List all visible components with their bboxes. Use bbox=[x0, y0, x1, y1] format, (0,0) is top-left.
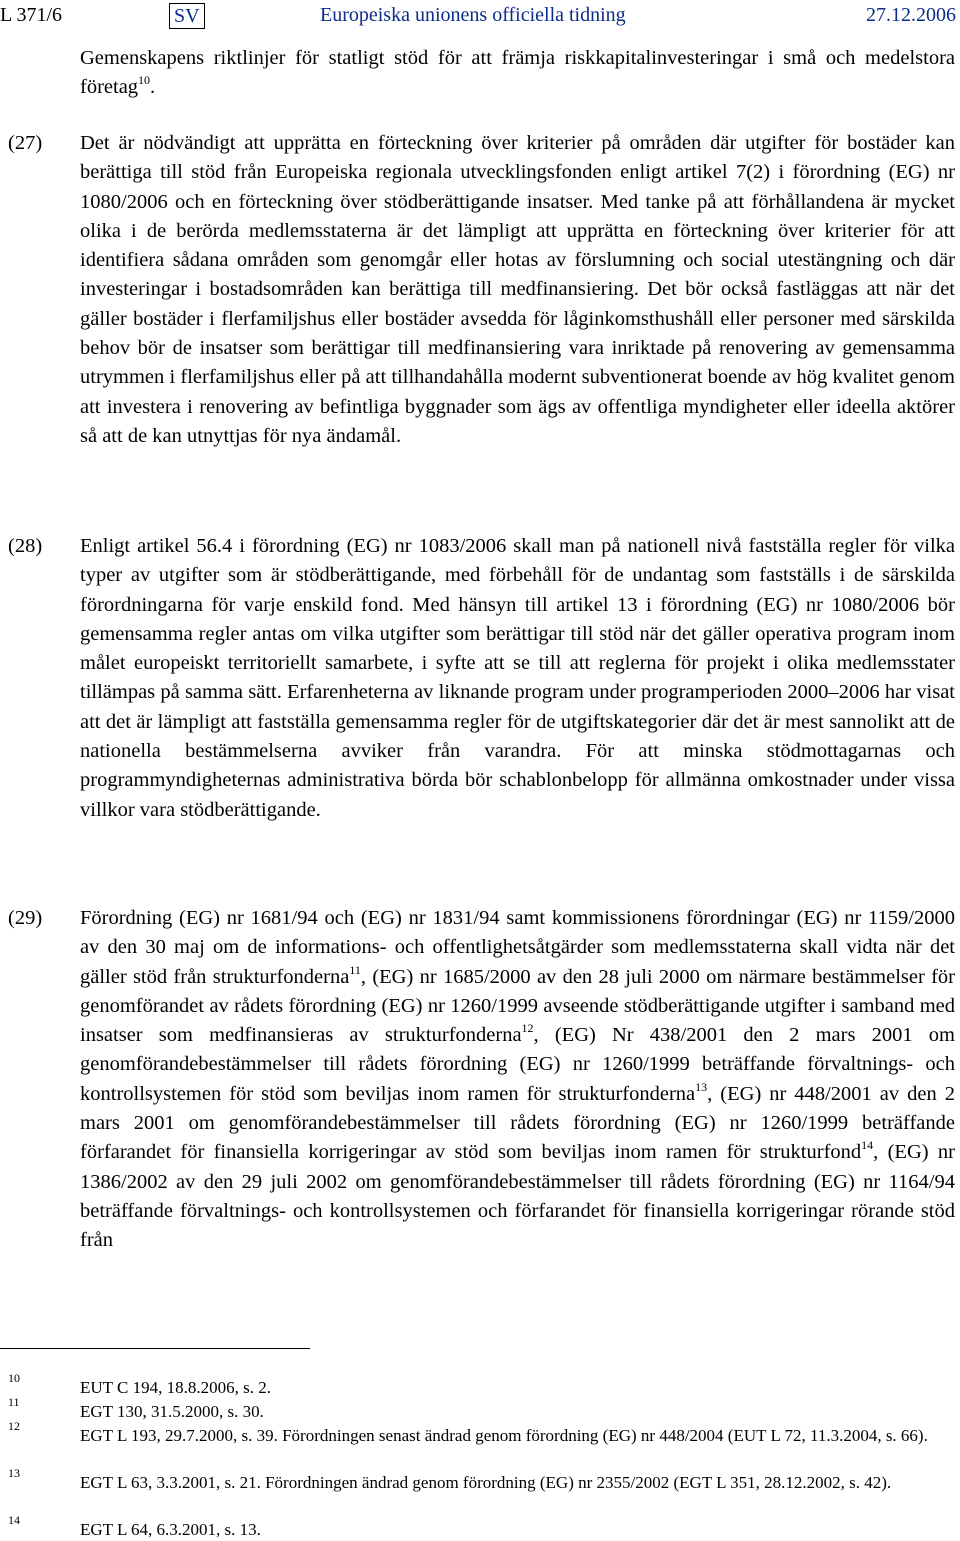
footnote bbox=[0, 1513, 955, 1540]
footnote-number: 10 bbox=[8, 1371, 20, 1385]
footnote-ref-13: 13 bbox=[695, 1079, 708, 1094]
footnote-number: 14 bbox=[8, 1513, 20, 1527]
footnote-text: EGT 130, 31.5.2000, s. 30. bbox=[80, 1402, 264, 1421]
paragraph-29-text: , (EG) nr 448/2001 av den 2 mars 2001 om genomförandebestämmelser till rådets förordning (EG) nr 1260/1999 beträffande förfarandet för finansiella korrigeringar av stöd som beviljas inom ramen för strukturfond bbox=[80, 1082, 956, 1164]
intro-tail: . bbox=[150, 76, 156, 99]
footnote-ref-12: 12 bbox=[521, 1021, 534, 1036]
footnote-text: EGT L 193, 29.7.2000, s. 39. Förordningen senast ändrad genom förordning (EG) nr 448/2004 (EUT L 72, 11.3.2004, s. 66). bbox=[80, 1426, 928, 1445]
intro-paragraph bbox=[80, 44, 955, 103]
paragraph-29 bbox=[80, 904, 955, 1256]
footnote-text: EGT L 64, 6.3.2001, s. 13. bbox=[80, 1520, 261, 1539]
paragraph-29-text: Förordning (EG) nr 1681/94 och (EG) nr 1831/94 samt kommissionens förordningar (EG) nr 1159/2000 av den 30 maj om de informations- och offentlighetsåtgärder som medlemsstaterna skall vidta när det gäller stöd från strukturfonderna bbox=[80, 907, 955, 988]
paragraph-28: Enligt artikel 56.4 i förordning (EG) nr 1083/2006 skall man på nationell nivå fastställa regler för vilka typer av utgifter som är stödberättigande, med förbehåll för de undantag som fastställs i de särskilda förordningarna för varje enskild fond. Med hänsyn till artikel 13 i förordning (EG) nr 1080/2006 bör gemensamma regler antas om vilka utgifter som berättigar till stöd när det gäller operativa program inom målet europeiskt territoriellt samarbete, i syfte att se till att reglerna för projekt i olika medlemsstater tillämpas på samma sätt. Erfarenheterna av liknande program under programperioden 2000–2006 har visat att det är lämpligt att fastställa gemensamma regler för de utgiftskategorier där det är mest sannolikt att de nationella bestämmelserna avviker från varandra. För att minska stödmottagarnas och programmyndigheternas administrativa börda bör schablonbelopp för allmänna omkostnader under vissa villkor vara stödberättigande. bbox=[80, 535, 955, 821]
language-code: SV bbox=[169, 3, 205, 29]
paragraph-number-27: (27) bbox=[8, 132, 43, 154]
paragraph-27: Det är nödvändigt att upprätta en förteckning över kriterier på områden där utgifter för bostäder kan berättiga till stöd från Europeiska regionala utvecklingsfonden enligt artikel 7(2) i förordning (EG) nr 1080/2006 och en förteckning över stödberättigande insatser. Med tanke på att förhållandena är mycket olika i de berörda medlemsstaterna är det lämpligt att upprätta en förteckning över kriterier för att identifiera sådana områden som genomgår eller hotas av förslumning och social utestängning och där investeringar i bostadsområden kan berättiga till medfinansiering. Det bör också fastläggas att när det gäller bostäder i flerfamiljshus eller bostäder avsedda för låginkomsthushåll eller personer med särskilda behov bör de insatser som berättigar till medfinansiering vara inriktade på renovering av gemensamma utrymmen i flerfamiljshus eller på att tillhandahålla modernt subventionerat boende av hög kvalitet genom att investera i renovering av befintliga byggnader som ägs av offentliga myndigheter eller ideella aktörer så att de kan utnyttjas för nya ändamål. bbox=[80, 132, 955, 447]
journal-reference: L 371/6 bbox=[0, 4, 63, 26]
footnote-divider bbox=[0, 1348, 310, 1349]
publication-date: 27.12.2006 bbox=[866, 4, 956, 26]
footnote-ref-10: 10 bbox=[138, 73, 151, 88]
footnote-number: 13 bbox=[8, 1466, 20, 1480]
paragraph-29-text: , (EG) nr 1685/2000 av den 28 juli 2000 om närmare bestämmelser för genomförandet av rådets förordning (EG) nr 1260/1999 avseende stödberättigande utgifter i samband med insatser som medfinansieras av strukturfonderna bbox=[80, 965, 955, 1047]
paragraph-29-text: , (EG) nr 1386/2002 av den 29 juli 2002 om genomförandebestämmelser till rådets förordning (EG) nr 1164/94 beträffande förvaltnings- och kontrollsystemen och förfarandet för finansiella korrigeringar rörande stöd från bbox=[80, 1141, 955, 1252]
footnote bbox=[0, 1419, 955, 1446]
footnote bbox=[0, 1395, 955, 1422]
intro-text: Gemenskapens riktlinjer för statligt stöd för att främja riskkapitalinvesteringar i små och medelstora företag bbox=[80, 47, 955, 99]
footnote bbox=[0, 1466, 955, 1493]
footnote-text: EUT C 194, 18.8.2006, s. 2. bbox=[80, 1378, 271, 1397]
footnote-number: 11 bbox=[8, 1395, 20, 1409]
footnote-ref-11: 11 bbox=[349, 962, 361, 977]
paragraph-29-text: , (EG) Nr 438/2001 den 2 mars 2001 om genomförandebestämmelser till rådets förordning (EG) nr 1260/1999 beträffande förvaltnings- och kontrollsystemen för stöd som beviljas inom ramen för strukturfonderna bbox=[80, 1024, 955, 1105]
footnote bbox=[0, 1371, 955, 1398]
footnote-number: 12 bbox=[8, 1419, 20, 1433]
paragraph-number-29: (29) bbox=[8, 907, 43, 929]
paragraph-number-28: (28) bbox=[8, 535, 43, 557]
page-header bbox=[0, 4, 960, 30]
journal-title: Europeiska unionens officiella tidning bbox=[320, 4, 626, 26]
footnote-ref-14: 14 bbox=[861, 1138, 874, 1153]
footnote-text: EGT L 63, 3.3.2001, s. 21. Förordningen ändrad genom förordning (EG) nr 2355/2002 (EGT L 351, 28.12.2002, s. 42). bbox=[80, 1473, 892, 1492]
